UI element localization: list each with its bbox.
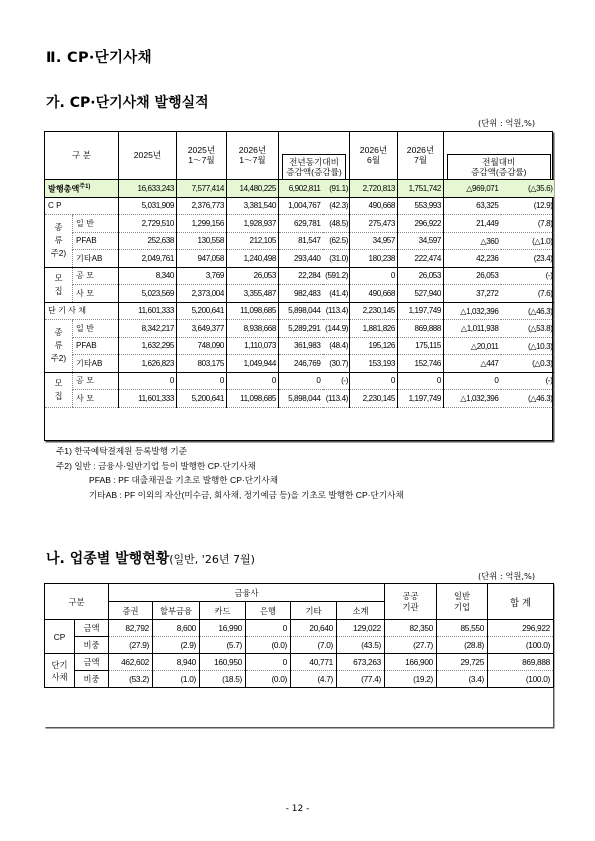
header-2025: 2025년 bbox=[119, 131, 177, 180]
t2-sub-label: 금액 bbox=[75, 620, 109, 637]
row-cp: C P 5,031,909 2,376,773 3,381,540 1,004,767 (42.3) 490,668 553,993 63,325 (12.9) bbox=[45, 197, 554, 215]
t2-row: 비중 (53.2) (1.0) (18.5) (0.0) (4.7) (77.4) (19.2) (3.4) (100.0) bbox=[45, 671, 554, 688]
cp-kind-group-label: 종 류 주2) bbox=[45, 215, 73, 268]
t2-sub-label: 비중 bbox=[75, 671, 109, 688]
cp-kind-row: 기타AB 2,049,761 947,058 1,240,498 293,440 (31.0) 180,238 222,474 42,236 (23.4) bbox=[45, 250, 554, 268]
t2-row: 비중 (27.9) (2.9) (5.7) (0.0) (7.0) (43.5) (27.7) (28.8) (100.0) bbox=[45, 637, 554, 654]
sb-kind-label: 기타AB bbox=[73, 355, 119, 373]
cp-kind-label: 일 반 bbox=[73, 215, 119, 233]
cp-kind-label: PFAB bbox=[73, 232, 119, 250]
t2-row: 단기 사채 금액 462,602 8,940 160,950 0 40,771 673,263 166,900 29,725 869,888 bbox=[45, 654, 554, 671]
sb-kind-row: 종 류 주2) 일 반 8,342,217 3,649,377 8,938,668 5,289,291 (144.9) 1,881,826 869,888 △1,011,938 (△53.8) bbox=[45, 320, 554, 338]
cp-coll-row: 사 모 5,023,569 2,373,004 3,355,487 982,483 (41.4) 490,668 527,940 37,272 (7.6) bbox=[45, 285, 554, 303]
t2-header-fin: 금융사 bbox=[109, 584, 385, 602]
cp-coll-label: 사 모 bbox=[73, 285, 119, 303]
industry-table bbox=[44, 583, 554, 688]
section-title: Ⅱ. CP·단기사채 bbox=[46, 50, 152, 66]
sb-coll-label: 사 모 bbox=[73, 390, 119, 408]
header-gubun: 구 분 bbox=[45, 131, 119, 180]
note-4: 기타AB : PF 이외의 자산(미수금, 회사채, 정기예금 등)을 기초로 발행한 CP·단기사채 bbox=[89, 489, 404, 500]
t2-subheader: 소계 bbox=[337, 602, 385, 620]
t2-header-gubun: 구분 bbox=[45, 584, 109, 620]
row-total: 발행총액$^{주1)}$ 16,633,243 7,577,414 14,480,225 6,902,811 (91.1) 2,720,813 1,751,742 △969,071 (△35.6) bbox=[45, 180, 554, 198]
cp-kind-row: PFAB 252,638 130,558 212,105 81,547 (62.5) 34,957 34,597 △360 (△1.0) bbox=[45, 232, 554, 250]
subsection-b-title: 나. 업종별 발행현황(일반, '26년 7월) bbox=[46, 551, 255, 567]
unit-label-b: (단위 : 억원,%) bbox=[478, 571, 536, 581]
note-3: PFAB : PF 대출채권을 기초로 발행한 CP·단기사채 bbox=[89, 475, 278, 485]
sb-kind-row: PFAB 1,632,295 748,090 1,110,073 361,983 (48.4) 195,126 175,115 △20,011 (△10.3) bbox=[45, 337, 554, 355]
header-mom: 전월대비 증감액(증감률) bbox=[444, 131, 554, 180]
sb-kind-label: 일 반 bbox=[73, 320, 119, 338]
header-2025-jul: 2025년 1～7월 bbox=[177, 131, 227, 180]
sb-coll-group-label: 모 집 bbox=[45, 372, 73, 407]
sb-coll-label: 공 모 bbox=[73, 372, 119, 390]
cp-kind-label: 기타AB bbox=[73, 250, 119, 268]
t2-subheader: 은행 bbox=[246, 602, 291, 620]
t2-subheader: 기타 bbox=[291, 602, 337, 620]
t2-subheader: 할부금융 bbox=[153, 602, 200, 620]
cp-kind-row: 종 류 주2) 일 반 2,729,510 1,299,156 1,928,937 629,781 (48.5) 275,473 296,922 21,449 (7.8) bbox=[45, 215, 554, 233]
t2-subheader: 증권 bbox=[109, 602, 153, 620]
note-1: 주1) 한국예탁결제원 등록발행 기준 bbox=[56, 446, 188, 456]
header-yoy: 전년동기대비 증감액(증감률) bbox=[279, 131, 350, 180]
page-number: - 12 - bbox=[285, 804, 310, 814]
sb-coll-row: 사 모 11,601,333 5,200,641 11,098,685 5,898,044 (113.4) 2,230,145 1,197,749 △1,032,396 (△46.3) bbox=[45, 390, 554, 408]
sb-coll-row: 모 집 공 모 0 0 0 0 (-) 0 0 0 (-) bbox=[45, 372, 554, 390]
t2-header-corp: 일반 기업 bbox=[437, 584, 488, 620]
t2-group-label: 단기 사채 bbox=[45, 654, 75, 688]
t2-header-total: 합 계 bbox=[488, 584, 554, 620]
sb-kind-row: 기타AB 1,626,823 803,175 1,049,944 246,769 (30.7) 153,193 152,746 △447 (△0.3) bbox=[45, 355, 554, 373]
header-jul: 2026년 7월 bbox=[398, 131, 444, 180]
cp-coll-row: 모 집 공 모 8,340 3,769 26,053 22,284 (591.2) 0 26,053 26,053 (-) bbox=[45, 267, 554, 285]
header-jun: 2026년 6월 bbox=[350, 131, 398, 180]
subsection-a-title: 가. CP·단기사채 발행실적 bbox=[46, 95, 209, 111]
cp-coll-group-label: 모 집 bbox=[45, 267, 73, 302]
t2-subheader: 카드 bbox=[200, 602, 246, 620]
sb-kind-label: PFAB bbox=[73, 337, 119, 355]
sb-kind-group-label: 종 류 주2) bbox=[45, 320, 73, 373]
t2-sub-label: 금액 bbox=[75, 654, 109, 671]
t2-group-label: CP bbox=[45, 620, 75, 654]
note-2: 주2) 일반 : 금융사·일반기업 등이 발행한 CP·단기사채 bbox=[56, 460, 256, 471]
header-2026-jul: 2026년 1～7월 bbox=[227, 131, 279, 180]
t2-row: CP 금액 82,792 8,600 16,990 0 20,640 129,022 82,350 85,550 296,922 bbox=[45, 620, 554, 637]
issuance-table bbox=[44, 131, 554, 408]
row-short-term-bond: 단 기 사 채 11,601,333 5,200,641 11,098,685 5,898,044 (113.4) 2,230,145 1,197,749 △1,032,396 (△46.3) bbox=[45, 302, 554, 320]
notes-a bbox=[56, 444, 404, 502]
cp-coll-label: 공 모 bbox=[73, 267, 119, 285]
t2-sub-label: 비중 bbox=[75, 637, 109, 654]
unit-label-a: (단위 : 억원,%) bbox=[478, 118, 536, 128]
t2-header-public: 공공 기관 bbox=[385, 584, 437, 620]
